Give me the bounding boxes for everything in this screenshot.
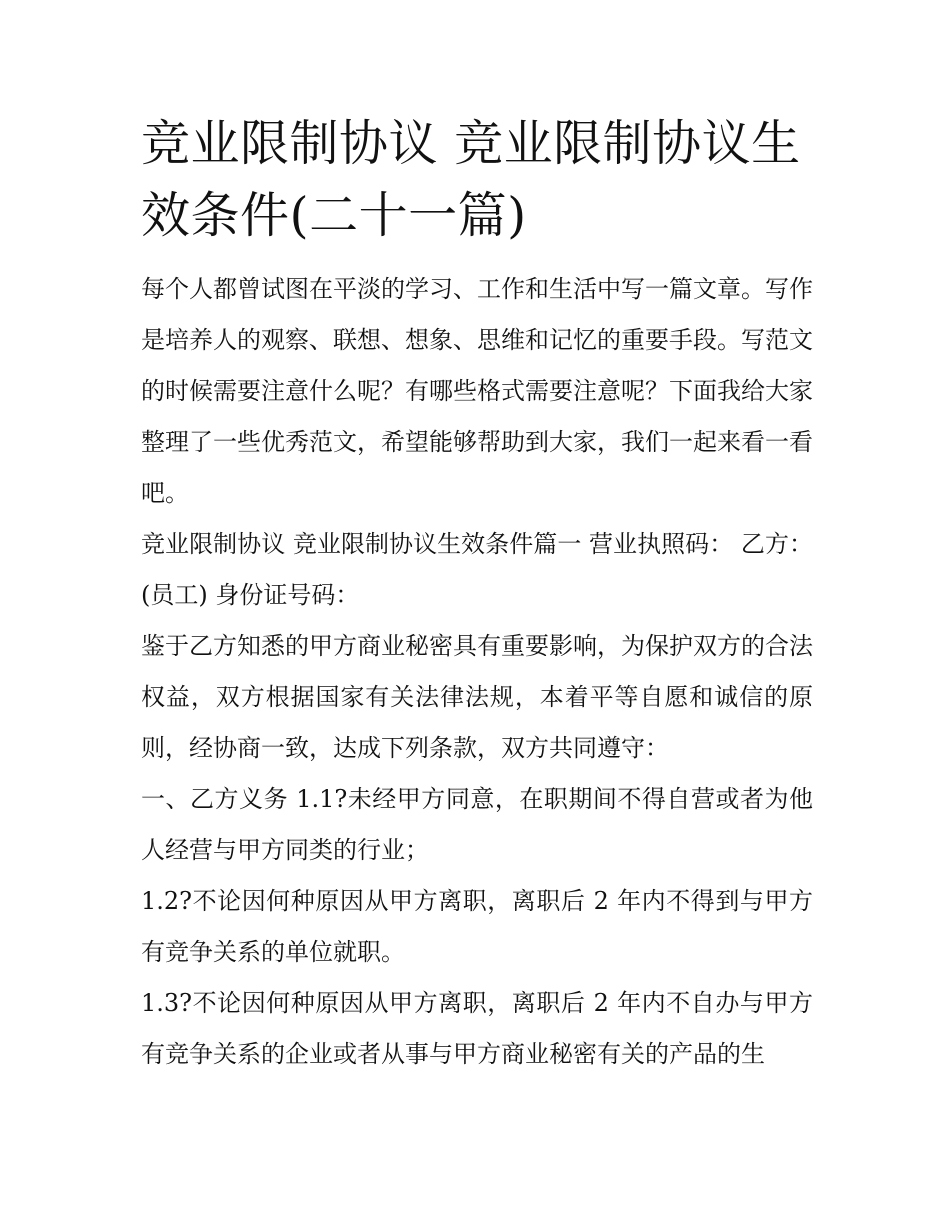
paragraph-clause-1-3: 1.3?不论因何种原因从甲方离职，离职后 2 年内不自办与甲方有竞争关系的企业或者从事与甲方商业秘密有关的产品的生 [141, 989, 813, 1068]
document-page [141, 108, 813, 1080]
paragraph-clause-1-1: 一、乙方义务 1.1?未经甲方同意，在职期间不得自营或者为他人经营与甲方同类的行业； [141, 785, 813, 864]
paragraph-intro: 每个人都曾试图在平淡的学习、工作和生活中写一篇文章。写作是培养人的观察、联想、想象、思维和记忆的重要手段。写范文的时候需要注意什么呢？有哪些格式需要注意呢？下面我给大家整理了一些优秀范文，希望能够帮助到大家，我们一起来看一看吧。 [141, 275, 813, 507]
document-title: 竞业限制协议 竞业限制协议生效条件(二十一篇) [141, 115, 801, 244]
paragraph-preamble: 鉴于乙方知悉的甲方商业秘密具有重要影响，为保护双方的合法权益，双方根据国家有关法律法规，本着平等自愿和诚信的原则，经协商一致，达成下列条款，双方共同遵守： [141, 632, 813, 762]
paragraph-heading-part-one: 竞业限制协议 竞业限制协议生效条件篇一 营业执照码： 乙方：(员工) 身份证号码： [141, 530, 813, 609]
paragraph-clause-1-2: 1.2?不论因何种原因从甲方离职，离职后 2 年内不得到与甲方有竞争关系的单位就职。 [141, 887, 813, 966]
